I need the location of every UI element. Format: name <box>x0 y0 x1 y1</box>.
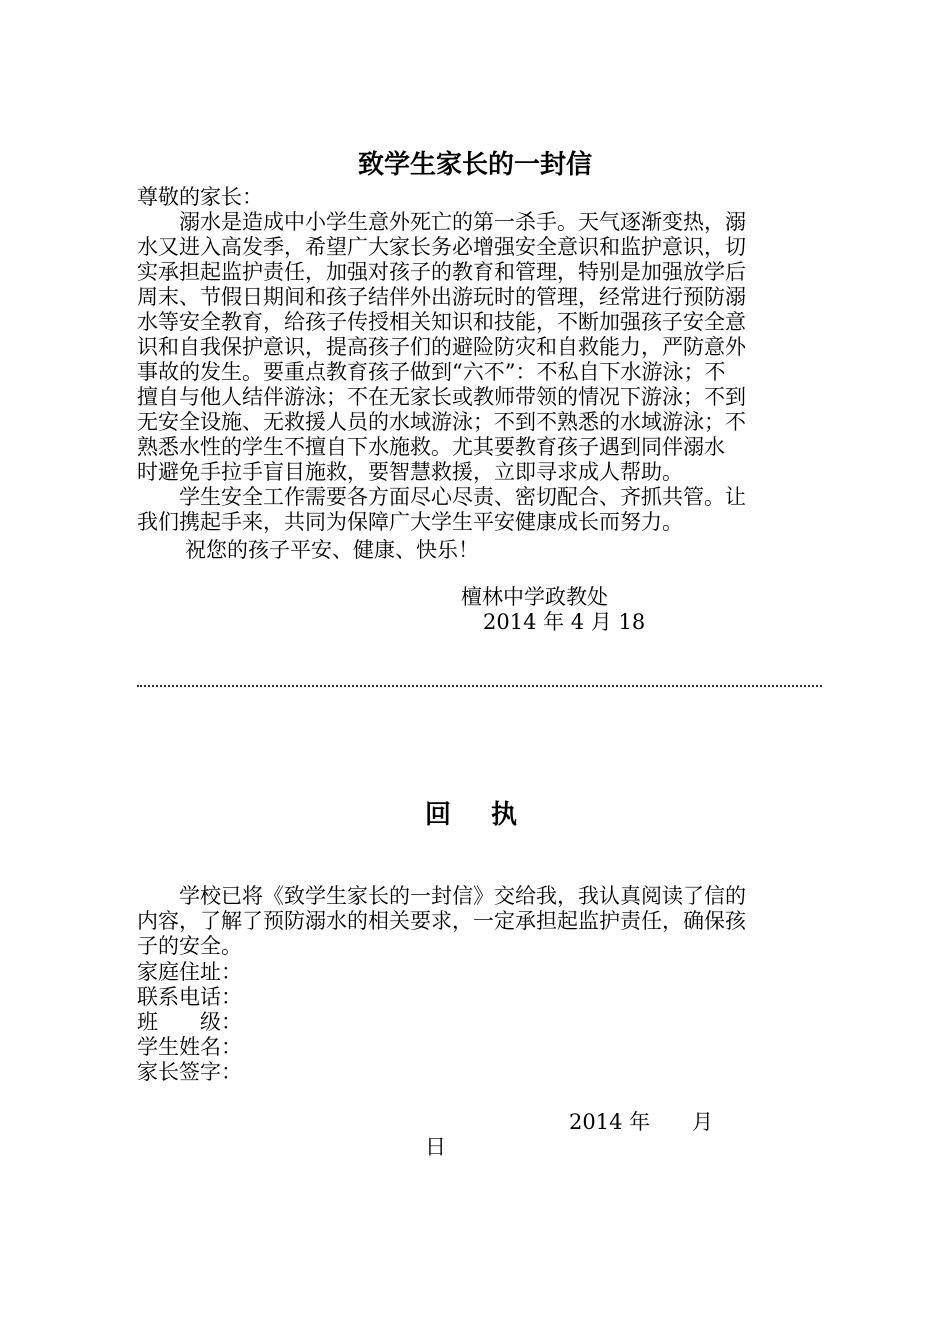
paragraph-line: 时避免手拉手盲目施救，要智慧救援，立即寻求成人帮助。 <box>137 460 683 484</box>
field-class: 班 级： <box>137 1010 242 1034</box>
paragraph-line: 周末、节假日期间和孩子结伴外出游玩时的管理，经常进行预防溺 <box>137 285 746 309</box>
paragraph-line: 实承担起监护责任，加强对孩子的教育和管理，特别是加强放学后 <box>137 260 746 284</box>
paragraph-line: 内容，了解了预防溺水的相关要求，一定承担起监护责任，确保孩 <box>137 909 746 933</box>
paragraph-line: 子的安全。 <box>137 934 242 958</box>
cut-line-divider <box>137 685 822 687</box>
receipt-title: 回执 <box>425 800 558 830</box>
paragraph-line: 水又进入高发季，希望广大家长务必增强安全意识和监护意识，切 <box>137 235 746 259</box>
letter-paragraph-2 <box>137 485 817 535</box>
letter-closing-wish: 祝您的孩子平安、健康、快乐！ <box>185 538 479 562</box>
letter-greeting: 尊敬的家长： <box>137 185 263 209</box>
field-parent-signature: 家长签字： <box>137 1060 242 1084</box>
signature-organization: 檀林中学政教处 <box>461 585 608 609</box>
paragraph-line: 熟悉水性的学生不擅自下水施救。尤其要教育孩子遇到同伴溺水 <box>137 435 725 459</box>
paragraph-line: 我们携起手来，共同为保障广大学生平安健康成长而努力。 <box>137 510 683 534</box>
letter-title: 致学生家长的一封信 <box>357 150 592 180</box>
receipt-date-day: 日 <box>425 1135 446 1159</box>
receipt-date-year-month: 2014 年 月 <box>569 1110 714 1134</box>
paragraph-line: 无安全设施、无救援人员的水域游泳；不到不熟悉的水域游泳；不 <box>137 410 746 434</box>
paragraph-line: 溺水是造成中小学生意外死亡的第一杀手。天气逐渐变热，溺 <box>137 210 746 234</box>
field-contact-phone: 联系电话： <box>137 985 242 1009</box>
field-student-name: 学生姓名： <box>137 1035 242 1059</box>
receipt-paragraph <box>137 884 746 959</box>
field-home-address: 家庭住址： <box>137 960 242 984</box>
paragraph-line: 擅自与他人结伴游泳；不在无家长或教师带领的情况下游泳；不到 <box>137 385 746 409</box>
paragraph-line: 学校已将《致学生家长的一封信》交给我，我认真阅读了信的 <box>137 884 746 908</box>
paragraph-line: 水等安全教育，给孩子传授相关知识和技能，不断加强孩子安全意 <box>137 310 746 334</box>
signature-date: 2014 年 4 月 18 <box>483 610 646 634</box>
paragraph-line: 事故的发生。要重点教育孩子做到“六不”：不私自下水游泳；不 <box>137 360 726 384</box>
paragraph-line: 识和自我保护意识，提高孩子们的避险防灾和自救能力，严防意外 <box>137 335 746 359</box>
paragraph-line: 学生安全工作需要各方面尽心尽责、密切配合、齐抓共管。让 <box>137 485 746 509</box>
letter-paragraph-1 <box>137 210 817 485</box>
